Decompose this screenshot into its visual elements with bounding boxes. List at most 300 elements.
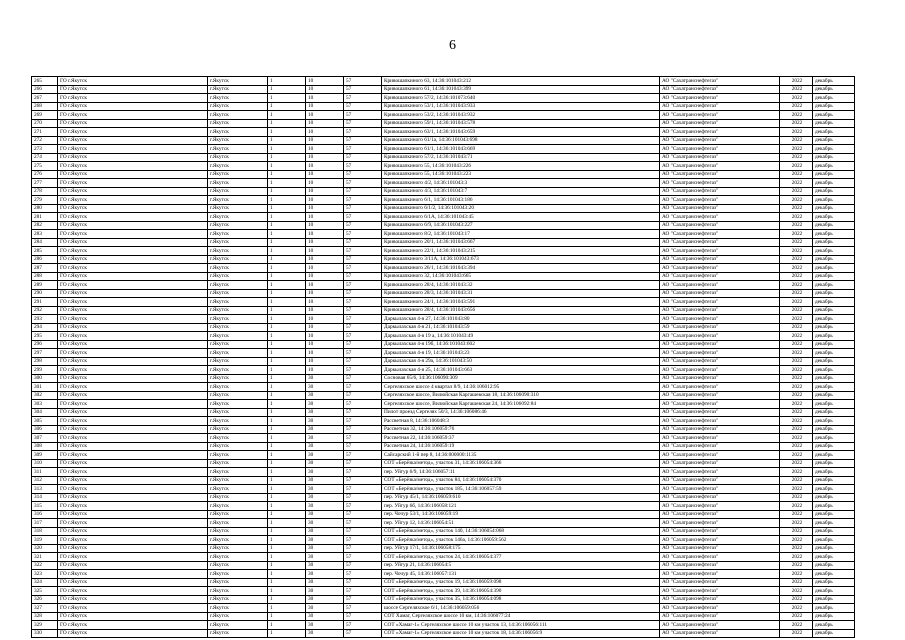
row-number-cell: 292 bbox=[32, 306, 58, 315]
code2-cell: 10 bbox=[306, 221, 344, 230]
address-cell: СОТ «Берёзка/метод», участок 185, 14:36:106057:59 bbox=[382, 485, 660, 494]
table-row bbox=[32, 94, 855, 103]
code3-cell: 57 bbox=[344, 604, 382, 613]
table-row bbox=[32, 247, 855, 256]
territory-cell: ГО г.Якутск bbox=[58, 502, 208, 511]
table-row bbox=[32, 374, 855, 383]
code2-cell: 10 bbox=[306, 247, 344, 256]
territory-cell: ГО г.Якутск bbox=[58, 281, 208, 290]
settlement-cell: г.Якутск bbox=[208, 621, 268, 630]
address-cell: СОТ «Берёзка/метод», участок 140, 14:36:106054:068 bbox=[382, 527, 660, 536]
organization-cell: АО "Сахатранснефтегаз" bbox=[660, 459, 780, 468]
month-cell: декабрь bbox=[813, 213, 855, 222]
organization-cell: АО "Сахатранснефтегаз" bbox=[660, 94, 780, 103]
code2-cell: 30 bbox=[306, 400, 344, 409]
row-number-cell: 311 bbox=[32, 468, 58, 477]
organization-cell: АО "Сахатранснефтегаз" bbox=[660, 570, 780, 579]
year-cell: 2022 bbox=[780, 111, 813, 120]
settlement-cell: г.Якутск bbox=[208, 417, 268, 426]
table-row bbox=[32, 179, 855, 188]
settlement-cell: г.Якутск bbox=[208, 255, 268, 264]
code3-cell: 57 bbox=[344, 587, 382, 596]
address-cell: Даркылахская 4-я 27, 14:36:101043:80 bbox=[382, 315, 660, 324]
organization-cell: АО "Сахатранснефтегаз" bbox=[660, 128, 780, 137]
year-cell: 2022 bbox=[780, 502, 813, 511]
year-cell: 2022 bbox=[780, 476, 813, 485]
row-number-cell: 265 bbox=[32, 77, 58, 86]
code3-cell: 57 bbox=[344, 374, 382, 383]
code2-cell: 10 bbox=[306, 213, 344, 222]
organization-cell: АО "Сахатранснефтегаз" bbox=[660, 417, 780, 426]
settlement-cell: г.Якутск bbox=[208, 544, 268, 553]
code3-cell: 57 bbox=[344, 629, 382, 638]
year-cell: 2022 bbox=[780, 468, 813, 477]
code2-cell: 30 bbox=[306, 553, 344, 562]
code1-cell: 1 bbox=[268, 374, 306, 383]
settlement-cell: г.Якутск bbox=[208, 289, 268, 298]
code1-cell: 1 bbox=[268, 400, 306, 409]
address-cell: пер. Чочур 45, 14:36:106057:131 bbox=[382, 570, 660, 579]
code1-cell: 1 bbox=[268, 306, 306, 315]
row-number-cell: 328 bbox=[32, 612, 58, 621]
register-table bbox=[31, 76, 855, 638]
territory-cell: ГО г.Якутск bbox=[58, 170, 208, 179]
year-cell: 2022 bbox=[780, 153, 813, 162]
code2-cell: 30 bbox=[306, 519, 344, 528]
month-cell: декабрь bbox=[813, 332, 855, 341]
month-cell: декабрь bbox=[813, 587, 855, 596]
code1-cell: 1 bbox=[268, 187, 306, 196]
code1-cell: 1 bbox=[268, 451, 306, 460]
address-cell: Сосновая 65/6, 14:36:106090:309 bbox=[382, 374, 660, 383]
code3-cell: 57 bbox=[344, 289, 382, 298]
settlement-cell: г.Якутск bbox=[208, 153, 268, 162]
code1-cell: 1 bbox=[268, 468, 306, 477]
address-cell: пер. Чочур 53/1, 14:36:106059:19 bbox=[382, 510, 660, 519]
row-number-cell: 267 bbox=[32, 94, 58, 103]
code1-cell: 1 bbox=[268, 136, 306, 145]
code1-cell: 1 bbox=[268, 570, 306, 579]
month-cell: декабрь bbox=[813, 340, 855, 349]
territory-cell: ГО г.Якутск bbox=[58, 85, 208, 94]
code3-cell: 57 bbox=[344, 417, 382, 426]
table-row bbox=[32, 119, 855, 128]
organization-cell: АО "Сахатранснефтегаз" bbox=[660, 527, 780, 536]
year-cell: 2022 bbox=[780, 298, 813, 307]
month-cell: декабрь bbox=[813, 451, 855, 460]
settlement-cell: г.Якутск bbox=[208, 349, 268, 358]
address-cell: Даркылахская 4-я 29а, 14:36:101043:50 bbox=[382, 357, 660, 366]
code3-cell: 57 bbox=[344, 323, 382, 332]
settlement-cell: г.Якутск bbox=[208, 400, 268, 409]
month-cell: декабрь bbox=[813, 204, 855, 213]
year-cell: 2022 bbox=[780, 570, 813, 579]
code1-cell: 1 bbox=[268, 323, 306, 332]
organization-cell: АО "Сахатранснефтегаз" bbox=[660, 204, 780, 213]
table-row bbox=[32, 111, 855, 120]
table-row bbox=[32, 85, 855, 94]
month-cell: декабрь bbox=[813, 425, 855, 434]
address-cell: Кривошапкиного 6/1, 14:36:101043:186 bbox=[382, 196, 660, 205]
settlement-cell: г.Якутск bbox=[208, 587, 268, 596]
settlement-cell: г.Якутск bbox=[208, 476, 268, 485]
code2-cell: 30 bbox=[306, 502, 344, 511]
code2-cell: 10 bbox=[306, 289, 344, 298]
year-cell: 2022 bbox=[780, 400, 813, 409]
settlement-cell: г.Якутск bbox=[208, 77, 268, 86]
month-cell: декабрь bbox=[813, 510, 855, 519]
code1-cell: 1 bbox=[268, 502, 306, 511]
table-row bbox=[32, 196, 855, 205]
row-number-cell: 268 bbox=[32, 102, 58, 111]
organization-cell: АО "Сахатранснефтегаз" bbox=[660, 425, 780, 434]
year-cell: 2022 bbox=[780, 383, 813, 392]
table-row bbox=[32, 272, 855, 281]
settlement-cell: г.Якутск bbox=[208, 451, 268, 460]
code3-cell: 57 bbox=[344, 434, 382, 443]
address-cell: СОТ Хамаг, Сергеляхское шоссе 10 км, 14:36:106077:24 bbox=[382, 612, 660, 621]
table-row bbox=[32, 281, 855, 290]
territory-cell: ГО г.Якутск bbox=[58, 315, 208, 324]
organization-cell: АО "Сахатранснефтегаз" bbox=[660, 247, 780, 256]
code1-cell: 1 bbox=[268, 77, 306, 86]
table-row bbox=[32, 162, 855, 171]
code1-cell: 1 bbox=[268, 128, 306, 137]
code3-cell: 57 bbox=[344, 561, 382, 570]
address-cell: Кривошапкиного 3/11А, 14:36:101043:673 bbox=[382, 255, 660, 264]
address-cell: Кривошапкиного 61, 14:36:101043:399 bbox=[382, 85, 660, 94]
organization-cell: АО "Сахатранснефтегаз" bbox=[660, 136, 780, 145]
month-cell: декабрь bbox=[813, 570, 855, 579]
settlement-cell: г.Якутск bbox=[208, 170, 268, 179]
organization-cell: АО "Сахатранснефтегаз" bbox=[660, 349, 780, 358]
code1-cell: 1 bbox=[268, 485, 306, 494]
settlement-cell: г.Якутск bbox=[208, 196, 268, 205]
code1-cell: 1 bbox=[268, 391, 306, 400]
code2-cell: 10 bbox=[306, 179, 344, 188]
table-row bbox=[32, 459, 855, 468]
year-cell: 2022 bbox=[780, 272, 813, 281]
code1-cell: 1 bbox=[268, 612, 306, 621]
table-row bbox=[32, 519, 855, 528]
organization-cell: АО "Сахатранснефтегаз" bbox=[660, 536, 780, 545]
row-number-cell: 323 bbox=[32, 570, 58, 579]
year-cell: 2022 bbox=[780, 391, 813, 400]
row-number-cell: 286 bbox=[32, 255, 58, 264]
settlement-cell: г.Якутск bbox=[208, 425, 268, 434]
code2-cell: 30 bbox=[306, 391, 344, 400]
month-cell: декабрь bbox=[813, 247, 855, 256]
organization-cell: АО "Сахатранснефтегаз" bbox=[660, 553, 780, 562]
row-number-cell: 302 bbox=[32, 391, 58, 400]
address-cell: Рассветная 32, 14:36:106059:76 bbox=[382, 425, 660, 434]
table-row bbox=[32, 323, 855, 332]
row-number-cell: 324 bbox=[32, 578, 58, 587]
table-row bbox=[32, 527, 855, 536]
year-cell: 2022 bbox=[780, 255, 813, 264]
organization-cell: АО "Сахатранснефтегаз" bbox=[660, 383, 780, 392]
row-number-cell: 271 bbox=[32, 128, 58, 137]
table-row bbox=[32, 434, 855, 443]
code2-cell: 10 bbox=[306, 77, 344, 86]
table-row bbox=[32, 136, 855, 145]
row-number-cell: 317 bbox=[32, 519, 58, 528]
year-cell: 2022 bbox=[780, 170, 813, 179]
code1-cell: 1 bbox=[268, 459, 306, 468]
settlement-cell: г.Якутск bbox=[208, 247, 268, 256]
row-number-cell: 272 bbox=[32, 136, 58, 145]
table-row bbox=[32, 315, 855, 324]
territory-cell: ГО г.Якутск bbox=[58, 196, 208, 205]
address-cell: Рассветная 24, 14:36:106059:19 bbox=[382, 442, 660, 451]
row-number-cell: 307 bbox=[32, 434, 58, 443]
settlement-cell: г.Якутск bbox=[208, 230, 268, 239]
settlement-cell: г.Якутск bbox=[208, 128, 268, 137]
code3-cell: 57 bbox=[344, 94, 382, 103]
code2-cell: 30 bbox=[306, 595, 344, 604]
organization-cell: АО "Сахатранснефтегаз" bbox=[660, 357, 780, 366]
address-cell: Даркылахская 4-я 21, 14:36:101043:59 bbox=[382, 323, 660, 332]
month-cell: декабрь bbox=[813, 468, 855, 477]
code2-cell: 30 bbox=[306, 476, 344, 485]
settlement-cell: г.Якутск bbox=[208, 357, 268, 366]
organization-cell: АО "Сахатранснефтегаз" bbox=[660, 366, 780, 375]
month-cell: декабрь bbox=[813, 289, 855, 298]
address-cell: Кривошапкиного 20/1, 14:36:101043:667 bbox=[382, 238, 660, 247]
month-cell: декабрь bbox=[813, 221, 855, 230]
month-cell: декабрь bbox=[813, 179, 855, 188]
territory-cell: ГО г.Якутск bbox=[58, 459, 208, 468]
year-cell: 2022 bbox=[780, 621, 813, 630]
code1-cell: 1 bbox=[268, 621, 306, 630]
settlement-cell: г.Якутск bbox=[208, 536, 268, 545]
code2-cell: 30 bbox=[306, 374, 344, 383]
territory-cell: ГО г.Якутск bbox=[58, 434, 208, 443]
address-cell: СОТ «Берёзка/метод», участок 84, 14:36:106054:370 bbox=[382, 476, 660, 485]
table-row bbox=[32, 476, 855, 485]
territory-cell: ГО г.Якутск bbox=[58, 408, 208, 417]
address-cell: Кривошапкиного 63/1, 14:36:101043:659 bbox=[382, 128, 660, 137]
row-number-cell: 288 bbox=[32, 272, 58, 281]
code1-cell: 1 bbox=[268, 595, 306, 604]
year-cell: 2022 bbox=[780, 221, 813, 230]
code1-cell: 1 bbox=[268, 213, 306, 222]
address-cell: СОТ «Берёзка/метод», участок 31, 14:36:106054:366 bbox=[382, 459, 660, 468]
table-row bbox=[32, 340, 855, 349]
code1-cell: 1 bbox=[268, 527, 306, 536]
month-cell: декабрь bbox=[813, 629, 855, 638]
row-number-cell: 295 bbox=[32, 332, 58, 341]
code2-cell: 30 bbox=[306, 629, 344, 638]
code1-cell: 1 bbox=[268, 510, 306, 519]
code2-cell: 30 bbox=[306, 417, 344, 426]
address-cell: Сайсарский 1-й пер 8, 14:36:000000:1135 bbox=[382, 451, 660, 460]
row-number-cell: 308 bbox=[32, 442, 58, 451]
code3-cell: 57 bbox=[344, 468, 382, 477]
code2-cell: 10 bbox=[306, 94, 344, 103]
territory-cell: ГО г.Якутск bbox=[58, 485, 208, 494]
territory-cell: ГО г.Якутск bbox=[58, 578, 208, 587]
organization-cell: АО "Сахатранснефтегаз" bbox=[660, 187, 780, 196]
settlement-cell: г.Якутск bbox=[208, 94, 268, 103]
row-number-cell: 299 bbox=[32, 366, 58, 375]
code3-cell: 57 bbox=[344, 544, 382, 553]
year-cell: 2022 bbox=[780, 119, 813, 128]
row-number-cell: 327 bbox=[32, 604, 58, 613]
code1-cell: 1 bbox=[268, 476, 306, 485]
territory-cell: ГО г.Якутск bbox=[58, 621, 208, 630]
address-cell: пер. Уйгур 17/1, 14:36:106058:175 bbox=[382, 544, 660, 553]
territory-cell: ГО г.Якутск bbox=[58, 357, 208, 366]
code3-cell: 57 bbox=[344, 170, 382, 179]
month-cell: декабрь bbox=[813, 442, 855, 451]
code2-cell: 10 bbox=[306, 111, 344, 120]
row-number-cell: 315 bbox=[32, 502, 58, 511]
territory-cell: ГО г.Якутск bbox=[58, 136, 208, 145]
row-number-cell: 273 bbox=[32, 145, 58, 154]
year-cell: 2022 bbox=[780, 493, 813, 502]
year-cell: 2022 bbox=[780, 315, 813, 324]
table-row bbox=[32, 629, 855, 638]
row-number-cell: 300 bbox=[32, 374, 58, 383]
code2-cell: 10 bbox=[306, 323, 344, 332]
code3-cell: 57 bbox=[344, 221, 382, 230]
organization-cell: АО "Сахатранснефтегаз" bbox=[660, 442, 780, 451]
code2-cell: 30 bbox=[306, 536, 344, 545]
address-cell: пер. Уйгур 45/1, 14:36:106059:610 bbox=[382, 493, 660, 502]
code1-cell: 1 bbox=[268, 544, 306, 553]
territory-cell: ГО г.Якутск bbox=[58, 391, 208, 400]
code3-cell: 57 bbox=[344, 145, 382, 154]
organization-cell: АО "Сахатранснефтегаз" bbox=[660, 289, 780, 298]
year-cell: 2022 bbox=[780, 357, 813, 366]
table-row bbox=[32, 221, 855, 230]
territory-cell: ГО г.Якутск bbox=[58, 374, 208, 383]
code3-cell: 57 bbox=[344, 553, 382, 562]
code3-cell: 57 bbox=[344, 349, 382, 358]
code1-cell: 1 bbox=[268, 204, 306, 213]
year-cell: 2022 bbox=[780, 604, 813, 613]
table-row bbox=[32, 298, 855, 307]
address-cell: Кривошапкиного 55, 14:36:101043:226 bbox=[382, 162, 660, 171]
territory-cell: ГО г.Якутск bbox=[58, 570, 208, 579]
settlement-cell: г.Якутск bbox=[208, 281, 268, 290]
table-row bbox=[32, 145, 855, 154]
table-row bbox=[32, 604, 855, 613]
code1-cell: 1 bbox=[268, 119, 306, 128]
organization-cell: АО "Сахатранснефтегаз" bbox=[660, 595, 780, 604]
code1-cell: 1 bbox=[268, 349, 306, 358]
code3-cell: 57 bbox=[344, 162, 382, 171]
row-number-cell: 310 bbox=[32, 459, 58, 468]
month-cell: декабрь bbox=[813, 136, 855, 145]
territory-cell: ГО г.Якутск bbox=[58, 604, 208, 613]
code2-cell: 30 bbox=[306, 604, 344, 613]
code2-cell: 30 bbox=[306, 425, 344, 434]
page-number: 6 bbox=[449, 38, 456, 53]
table-row bbox=[32, 544, 855, 553]
code2-cell: 10 bbox=[306, 272, 344, 281]
organization-cell: АО "Сахатранснефтегаз" bbox=[660, 162, 780, 171]
code3-cell: 57 bbox=[344, 527, 382, 536]
code1-cell: 1 bbox=[268, 170, 306, 179]
address-cell: пер. Уйгур 12, 14:36:106054:51 bbox=[382, 519, 660, 528]
organization-cell: АО "Сахатранснефтегаз" bbox=[660, 604, 780, 613]
organization-cell: АО "Сахатранснефтегаз" bbox=[660, 578, 780, 587]
address-cell: Даркылахская 4-я 19, 14:36:101043:23 bbox=[382, 349, 660, 358]
month-cell: декабрь bbox=[813, 128, 855, 137]
address-cell: Кривошапкиного 22/1, 14:36:101043:215 bbox=[382, 247, 660, 256]
code3-cell: 57 bbox=[344, 179, 382, 188]
code1-cell: 1 bbox=[268, 434, 306, 443]
code1-cell: 1 bbox=[268, 578, 306, 587]
organization-cell: АО "Сахатранснефтегаз" bbox=[660, 476, 780, 485]
month-cell: декабрь bbox=[813, 383, 855, 392]
table-row bbox=[32, 357, 855, 366]
code2-cell: 30 bbox=[306, 442, 344, 451]
settlement-cell: г.Якутск bbox=[208, 187, 268, 196]
code3-cell: 57 bbox=[344, 102, 382, 111]
code3-cell: 57 bbox=[344, 332, 382, 341]
month-cell: декабрь bbox=[813, 230, 855, 239]
year-cell: 2022 bbox=[780, 485, 813, 494]
territory-cell: ГО г.Якутск bbox=[58, 289, 208, 298]
code3-cell: 57 bbox=[344, 425, 382, 434]
year-cell: 2022 bbox=[780, 136, 813, 145]
address-cell: Кривошапкиного 53/2, 14:36:101043:932 bbox=[382, 111, 660, 120]
code3-cell: 57 bbox=[344, 476, 382, 485]
territory-cell: ГО г.Якутск bbox=[58, 587, 208, 596]
settlement-cell: г.Якутск bbox=[208, 204, 268, 213]
code3-cell: 57 bbox=[344, 111, 382, 120]
month-cell: декабрь bbox=[813, 153, 855, 162]
code2-cell: 10 bbox=[306, 357, 344, 366]
row-number-cell: 279 bbox=[32, 196, 58, 205]
code1-cell: 1 bbox=[268, 298, 306, 307]
row-number-cell: 326 bbox=[32, 595, 58, 604]
month-cell: декабрь bbox=[813, 119, 855, 128]
code1-cell: 1 bbox=[268, 221, 306, 230]
organization-cell: АО "Сахатранснефтегаз" bbox=[660, 196, 780, 205]
row-number-cell: 274 bbox=[32, 153, 58, 162]
territory-cell: ГО г.Якутск bbox=[58, 595, 208, 604]
address-cell: Кривошапкиного 24/1, 14:36:101043:591 bbox=[382, 298, 660, 307]
row-number-cell: 287 bbox=[32, 264, 58, 273]
organization-cell: АО "Сахатранснефтегаз" bbox=[660, 145, 780, 154]
code3-cell: 57 bbox=[344, 383, 382, 392]
code2-cell: 10 bbox=[306, 255, 344, 264]
table-row bbox=[32, 366, 855, 375]
settlement-cell: г.Якутск bbox=[208, 510, 268, 519]
code1-cell: 1 bbox=[268, 196, 306, 205]
code2-cell: 10 bbox=[306, 366, 344, 375]
year-cell: 2022 bbox=[780, 162, 813, 171]
year-cell: 2022 bbox=[780, 544, 813, 553]
organization-cell: АО "Сахатранснефтегаз" bbox=[660, 510, 780, 519]
table-row bbox=[32, 502, 855, 511]
table-row bbox=[32, 289, 855, 298]
year-cell: 2022 bbox=[780, 417, 813, 426]
code3-cell: 57 bbox=[344, 153, 382, 162]
year-cell: 2022 bbox=[780, 519, 813, 528]
territory-cell: ГО г.Якутск bbox=[58, 162, 208, 171]
code2-cell: 10 bbox=[306, 340, 344, 349]
table-row bbox=[32, 561, 855, 570]
territory-cell: ГО г.Якутск bbox=[58, 221, 208, 230]
address-cell: пер. Уйгур 6б, 14:36:106058:121 bbox=[382, 502, 660, 511]
month-cell: декабрь bbox=[813, 162, 855, 171]
territory-cell: ГО г.Якутск bbox=[58, 102, 208, 111]
